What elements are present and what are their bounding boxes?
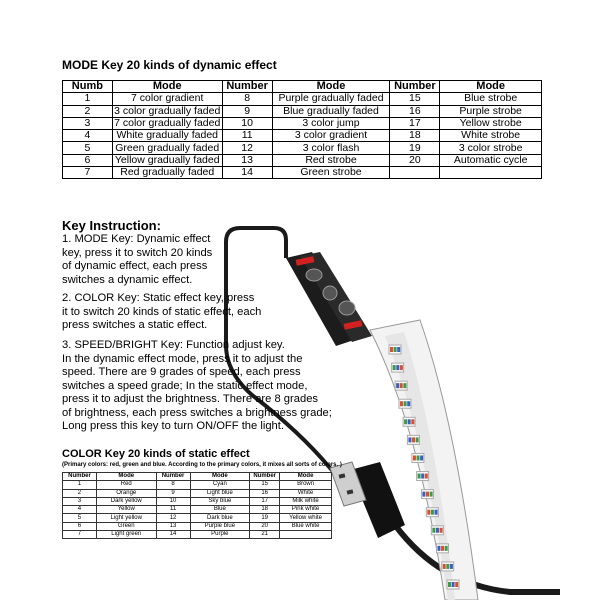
mode-key-table-cell: Purple gradually faded xyxy=(272,93,390,105)
color-key-table-cell: Milk white xyxy=(280,497,332,505)
led-chip xyxy=(436,544,448,553)
color-key-table-header-cell: Mode xyxy=(190,473,250,481)
color-key-title: COLOR Key 20 kinds of static effect xyxy=(62,448,250,460)
mode-key-table-cell: 9 xyxy=(222,105,272,117)
speed-key-instruction xyxy=(62,339,342,434)
mode-key-table-cell: Red strobe xyxy=(272,154,390,166)
color-key-table-row xyxy=(63,514,332,522)
color-key-table-cell: Blue xyxy=(190,506,250,514)
mode-key-table-cell: 15 xyxy=(390,93,440,105)
color-key-table-cell: Pink white xyxy=(280,506,332,514)
mode-key-table-cell: 2 xyxy=(63,105,113,117)
color-key-table-cell: Blue white xyxy=(280,522,332,530)
color-key-table-cell: 16 xyxy=(250,489,280,497)
mode-key-table-cell: 14 xyxy=(222,167,272,179)
color-key-table-cell: Green xyxy=(96,522,156,530)
mode-key-table-cell: Purple strobe xyxy=(440,105,542,117)
mode-key-table-cell: 3 color jump xyxy=(272,117,390,129)
mode-key-instruction xyxy=(62,233,342,287)
mode-key-table-header-cell: Numb xyxy=(63,81,113,93)
color-key-table-cell: 9 xyxy=(156,489,190,497)
color-key-table-header-cell: Mode xyxy=(96,473,156,481)
mode-key-table-cell xyxy=(390,167,440,179)
led-chip xyxy=(412,453,424,462)
mode-key-table-cell: 4 xyxy=(63,130,113,142)
mode-key-table-row xyxy=(63,117,542,129)
mode-key-table-cell: 3 color flash xyxy=(272,142,390,154)
mode-key-table-cell: Blue strobe xyxy=(440,93,542,105)
mode-key-table-row xyxy=(63,167,542,179)
color-key-table-cell: 4 xyxy=(63,506,97,514)
color-key-table-cell: Brown xyxy=(280,481,332,489)
color-key-table-cell: Light green xyxy=(96,531,156,539)
mode-key-table-row xyxy=(63,154,542,166)
mode-key-table-cell: White gradually faded xyxy=(112,130,222,142)
key-instruction-title: Key Instruction: xyxy=(62,218,161,233)
mode-key-title: MODE Key 20 kinds of dynamic effect xyxy=(62,58,277,72)
usb-cable xyxy=(395,525,560,592)
color-key-table-cell: Orange xyxy=(96,489,156,497)
led-chip xyxy=(389,345,401,354)
color-key-table-header-cell: Number xyxy=(156,473,190,481)
mode-key-table-header-cell: Mode xyxy=(272,81,390,93)
color-key-table-cell: Light blue xyxy=(190,489,250,497)
mode-key-table-cell: Red gradually faded xyxy=(112,167,222,179)
led-chip xyxy=(421,490,433,499)
mode-key-table-cell: 7 color gradient xyxy=(112,93,222,105)
mode-key-table-row xyxy=(63,142,542,154)
mode-key-table-header-cell: Number xyxy=(222,81,272,93)
color-key-table-cell: 8 xyxy=(156,481,190,489)
color-key-table-cell: Yellow xyxy=(96,506,156,514)
color-key-table-row xyxy=(63,489,332,497)
mode-key-table xyxy=(62,80,542,179)
mode-key-table-cell: 12 xyxy=(222,142,272,154)
color-key-text: 2. COLOR Key: Static effect key, press it to switch 20 kinds of static effect, each press switches a static effect. xyxy=(62,292,262,331)
mode-key-table-header-cell: Number xyxy=(390,81,440,93)
led-chip xyxy=(442,562,454,571)
color-key-table-cell: 14 xyxy=(156,531,190,539)
mode-key-table-cell: 16 xyxy=(390,105,440,117)
mode-key-table-cell: 18 xyxy=(390,130,440,142)
color-key-table-cell: 17 xyxy=(250,497,280,505)
color-key-table-cell xyxy=(280,531,332,539)
color-key-table-cell: 6 xyxy=(63,522,97,530)
color-key-table-cell: 11 xyxy=(156,506,190,514)
color-key-table-cell: White xyxy=(280,489,332,497)
mode-key-table-cell: 11 xyxy=(222,130,272,142)
mode-key-table-row xyxy=(63,93,542,105)
color-key-table-row xyxy=(63,531,332,539)
color-key-table-cell: 13 xyxy=(156,522,190,530)
mode-key-table-header-cell: Mode xyxy=(440,81,542,93)
mode-key-text: 1. MODE Key: Dynamic effect key, press it to switch 20 kinds of dynamic effect, each press switches a dynamic effect. xyxy=(62,233,213,286)
mode-key-table-cell: 7 color gradually faded xyxy=(114,117,221,130)
color-key-table-cell: 18 xyxy=(250,506,280,514)
led-chip xyxy=(395,381,407,390)
color-key-table-cell: Dark yellow xyxy=(96,497,156,505)
mode-key-table-cell: Blue gradually faded xyxy=(272,105,390,117)
color-key-table-header-cell: Number xyxy=(63,473,97,481)
mode-key-table-cell: 7 xyxy=(63,167,113,179)
color-key-table-cell: Sky blue xyxy=(190,497,250,505)
color-key-subtitle: (Primary colors: red, green and blue. According to the primary colors, it mixes all sorts of colors. ) xyxy=(62,462,342,468)
mode-key-table-row xyxy=(63,130,542,142)
mode-key-table-cell: 6 xyxy=(63,154,113,166)
mode-key-table-cell: White strobe xyxy=(440,130,542,142)
mode-key-table-cell: Yellow gradually faded xyxy=(112,154,222,166)
color-key-table-header-cell: Mode xyxy=(280,473,332,481)
mode-key-table-cell: 19 xyxy=(390,142,440,154)
color-key-table-row xyxy=(63,522,332,530)
speed-key-text: 3. SPEED/BRIGHT Key: Function adjust key. In the dynamic effect mode, press it to adjust the speed. There are 9 grades of speed, each press switches a speed grade; In the static effect mode, press it to adjust the brightness. There are 8 grades of brightness, each press switches a brightness grade; Long press this key to turn ON/OFF the light. xyxy=(62,339,332,432)
led-chip xyxy=(431,526,443,535)
color-key-table-row xyxy=(63,481,332,489)
led-chip xyxy=(403,417,415,426)
mode-key-table-cell: 8 xyxy=(222,93,272,105)
mode-key-table-cell: 1 xyxy=(63,93,113,105)
color-key-table-cell: Purple blue xyxy=(190,522,250,530)
mode-key-table-header-cell: Mode xyxy=(112,81,222,93)
color-key-table-cell: 15 xyxy=(250,481,280,489)
mode-key-table-cell: 17 xyxy=(390,117,440,129)
mode-key-table-cell: Automatic cycle xyxy=(440,154,542,166)
led-chip xyxy=(426,508,438,517)
mode-key-table-cell: 5 xyxy=(63,142,113,154)
led-chip xyxy=(407,435,419,444)
mode-key-table-cell: 3 xyxy=(63,117,113,129)
color-key-instruction xyxy=(62,292,342,333)
mode-key-table-row xyxy=(63,105,542,117)
mode-key-table-cell: 10 xyxy=(222,117,272,129)
color-key-table-cell: 1 xyxy=(63,481,97,489)
color-key-table-cell: 3 xyxy=(63,497,97,505)
led-chip xyxy=(399,399,411,408)
color-key-table-cell: 7 xyxy=(63,531,97,539)
led-chip xyxy=(447,580,459,589)
mode-key-table-cell: 13 xyxy=(222,154,272,166)
color-key-table-cell: 10 xyxy=(156,497,190,505)
color-key-table-cell: Purple xyxy=(190,531,250,539)
color-key-table-cell: Dark blue xyxy=(190,514,250,522)
color-key-table-cell: 21 xyxy=(250,531,280,539)
led-chip xyxy=(392,363,404,372)
mode-key-table-cell: 20 xyxy=(390,154,440,166)
mode-key-table-cell xyxy=(440,167,542,179)
mode-key-table-cell: Green strobe xyxy=(272,167,390,179)
color-key-table-row xyxy=(63,497,332,505)
color-key-table-header-cell: Number xyxy=(250,473,280,481)
color-key-table-cell: 5 xyxy=(63,514,97,522)
color-key-table-cell: Cyan xyxy=(190,481,250,489)
color-key-table-cell: 19 xyxy=(250,514,280,522)
mode-key-table-cell: Yellow strobe xyxy=(440,117,542,129)
color-key-table-cell: 12 xyxy=(156,514,190,522)
color-key-table-cell: Yellow white xyxy=(280,514,332,522)
mode-key-table-cell: 3 color gradient xyxy=(272,130,390,142)
color-key-table-cell: 2 xyxy=(63,489,97,497)
usb-plug xyxy=(330,462,405,538)
mode-key-table-cell: 3 color gradually faded xyxy=(114,105,221,117)
color-key-table xyxy=(62,472,332,539)
color-key-table-cell: Light yellow xyxy=(96,514,156,522)
color-key-table-row xyxy=(63,506,332,514)
mode-key-table-cell: Green gradually faded xyxy=(112,142,222,154)
color-key-table-cell: 20 xyxy=(250,522,280,530)
color-key-table-cell: Red xyxy=(96,481,156,489)
led-chip xyxy=(417,472,429,481)
mode-key-table-cell: 3 color strobe xyxy=(440,142,542,154)
